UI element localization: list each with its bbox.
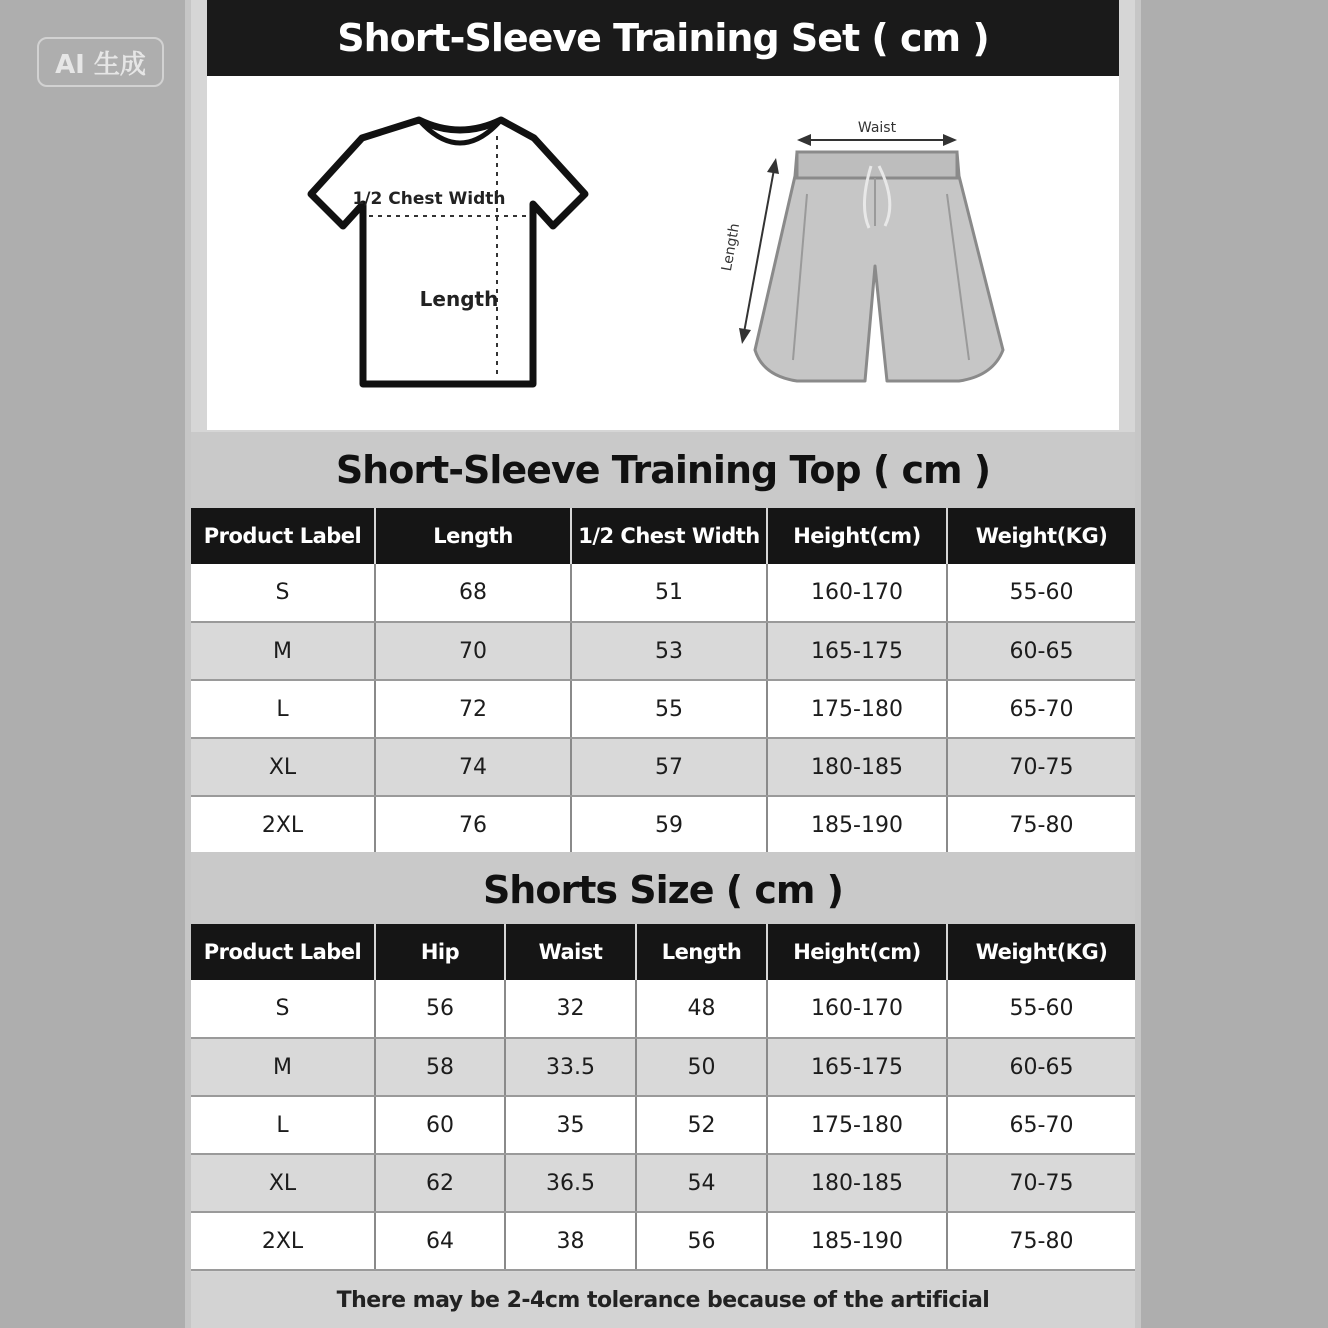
table-cell: S	[191, 564, 375, 622]
column-header: Height(cm)	[767, 924, 947, 980]
table-cell: 62	[375, 1154, 505, 1212]
table-cell: 56	[375, 980, 505, 1038]
table-row	[191, 1154, 1135, 1212]
measurement-diagram-panel	[207, 76, 1119, 430]
column-header: Product Label	[191, 924, 375, 980]
table-cell: 53	[571, 622, 767, 680]
table-cell: 70-75	[947, 738, 1135, 796]
table-cell: 160-170	[767, 564, 947, 622]
table-cell: 75-80	[947, 796, 1135, 854]
table-cell: 70-75	[947, 1154, 1135, 1212]
column-header: Product Label	[191, 508, 375, 564]
table-cell: S	[191, 980, 375, 1038]
table-cell: 74	[375, 738, 571, 796]
tshirt-diagram	[311, 120, 585, 384]
table-row	[191, 564, 1135, 622]
table-cell: 165-175	[767, 622, 947, 680]
table-cell: XL	[191, 738, 375, 796]
table-cell: 2XL	[191, 796, 375, 854]
table-cell: 55-60	[947, 980, 1135, 1038]
column-header: Waist	[505, 924, 636, 980]
table-cell: 165-175	[767, 1038, 947, 1096]
table-row	[191, 738, 1135, 796]
table-row	[191, 1038, 1135, 1096]
table-cell: 2XL	[191, 1212, 375, 1270]
table-cell: 33.5	[505, 1038, 636, 1096]
table-header-row	[191, 508, 1135, 564]
table-cell: 59	[571, 796, 767, 854]
table-cell: 68	[375, 564, 571, 622]
table-cell: 57	[571, 738, 767, 796]
table-cell: 185-190	[767, 796, 947, 854]
table-row	[191, 796, 1135, 854]
table-cell: 50	[636, 1038, 767, 1096]
measurement-diagrams	[207, 76, 1119, 430]
top-size-table	[191, 508, 1135, 855]
table-cell: M	[191, 622, 375, 680]
size-chart-sheet	[185, 0, 1141, 1328]
table-cell: 65-70	[947, 680, 1135, 738]
table-cell: M	[191, 1038, 375, 1096]
table-cell: 60-65	[947, 622, 1135, 680]
table-cell: 160-170	[767, 980, 947, 1038]
column-header: Hip	[375, 924, 505, 980]
tshirt-length-label: Length	[419, 287, 499, 311]
shorts-length-label: Length	[718, 222, 744, 273]
column-header: Weight(KG)	[947, 924, 1135, 980]
table-cell: L	[191, 1096, 375, 1154]
table-row	[191, 622, 1135, 680]
shorts-table-title: Shorts Size ( cm )	[191, 852, 1135, 928]
table-cell: 51	[571, 564, 767, 622]
table-row	[191, 1212, 1135, 1270]
table-row	[191, 680, 1135, 738]
table-row	[191, 1096, 1135, 1154]
page-title: Short-Sleeve Training Set ( cm )	[207, 0, 1119, 76]
table-cell: 48	[636, 980, 767, 1038]
table-cell: 65-70	[947, 1096, 1135, 1154]
shorts-diagram	[719, 120, 1003, 381]
table-cell: 35	[505, 1096, 636, 1154]
table-cell: 75-80	[947, 1212, 1135, 1270]
table-cell: 72	[375, 680, 571, 738]
table-cell: L	[191, 680, 375, 738]
table-cell: 180-185	[767, 1154, 947, 1212]
table-cell: 175-180	[767, 680, 947, 738]
table-cell: 38	[505, 1212, 636, 1270]
table-header-row	[191, 924, 1135, 980]
table-cell: 36.5	[505, 1154, 636, 1212]
table-cell: 54	[636, 1154, 767, 1212]
shorts-size-table	[191, 924, 1135, 1271]
table-cell: 55	[571, 680, 767, 738]
table-cell: 52	[636, 1096, 767, 1154]
table-cell: 60-65	[947, 1038, 1135, 1096]
table-cell: 70	[375, 622, 571, 680]
table-cell: 175-180	[767, 1096, 947, 1154]
table-cell: 76	[375, 796, 571, 854]
table-cell: 180-185	[767, 738, 947, 796]
table-cell: 60	[375, 1096, 505, 1154]
top-table-title: Short-Sleeve Training Top ( cm )	[191, 432, 1135, 508]
table-cell: 56	[636, 1212, 767, 1270]
column-header: 1/2 Chest Width	[571, 508, 767, 564]
table-cell: XL	[191, 1154, 375, 1212]
table-cell: 32	[505, 980, 636, 1038]
column-header: Length	[636, 924, 767, 980]
table-cell: 55-60	[947, 564, 1135, 622]
tolerance-note: There may be 2-4cm tolerance because of the artificial	[191, 1272, 1135, 1328]
ai-generated-watermark: AI 生成	[37, 37, 164, 87]
column-header: Length	[375, 508, 571, 564]
table-cell: 185-190	[767, 1212, 947, 1270]
column-header: Height(cm)	[767, 508, 947, 564]
waist-label: Waist	[857, 120, 897, 136]
table-cell: 64	[375, 1212, 505, 1270]
table-cell: 58	[375, 1038, 505, 1096]
table-row	[191, 980, 1135, 1038]
column-header: Weight(KG)	[947, 508, 1135, 564]
chest-width-label: 1/2 Chest Width	[352, 189, 506, 209]
